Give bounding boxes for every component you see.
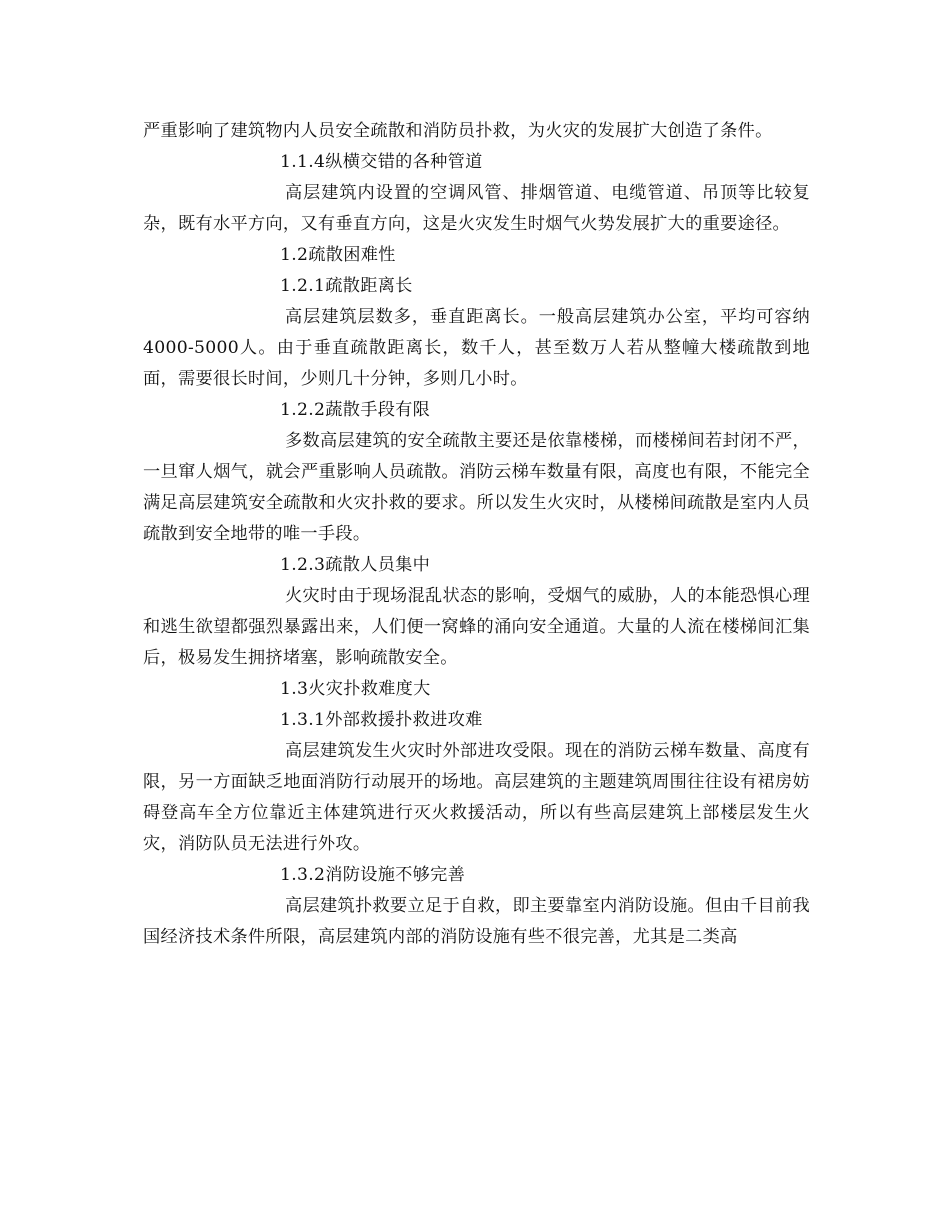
- section-heading-1-2: 1.2疏散困难性: [280, 245, 396, 265]
- paragraph-continuation: 严重影响了建筑物内人员安全疏散和消防员扑救，为火灾的发展扩大创造了条件。: [143, 121, 773, 141]
- paragraph-external-rescue: 高层建筑发生火灾时外部进攻受限。现在的消防云梯车数量、高度有限，另一方面缺乏地面消防行动展开的场地。高层建筑的主题建筑周围往往设有裙房妨碍登高车全方位靠近主体建筑进行灭火救援活动，所以有些高层建筑上部楼层发生火灾，消防队员无法进行外攻。: [143, 741, 810, 854]
- section-heading-1-1-4: 1.1.4纵横交错的各种管道: [280, 152, 483, 172]
- paragraph-crowd-concentration: 火灾时由于现场混乱状态的影响，受烟气的威胁，人的本能恐惧心理和逃生欲望都强烈暴露出来，人们便一窝蜂的涌向安全通道。大量的人流在楼梯间汇集后，极易发生拥挤堵塞，影响疏散安全。: [143, 586, 810, 668]
- section-heading-1-3-2: 1.3.2消防设施不够完善: [280, 865, 466, 885]
- section-heading-1-2-1: 1.2.1疏散距离长: [280, 276, 413, 296]
- paragraph-evacuation-distance: 高层建筑层数多，垂直距离长。一般高层建筑办公室，平均可容纳4000-5000人。由于垂直疏散距离长，数千人，甚至数万人若从整幢大楼疏散到地面，需要很长时间，少则几十分钟，多则几小时。: [143, 307, 810, 389]
- document-page: [143, 116, 810, 953]
- section-heading-1-2-3: 1.2.3疏散人员集中: [280, 555, 431, 575]
- paragraph-evacuation-means: 多数高层建筑的安全疏散主要还是依靠楼梯，而楼梯间若封闭不严，一旦窜人烟气，就会严重影响人员疏散。消防云梯车数量有限，高度也有限，不能完全满足高层建筑安全疏散和火灾扑救的要求。所以发生火灾时，从楼梯间疏散是室内人员疏散到安全地带的唯一手段。: [143, 431, 810, 544]
- section-heading-1-2-2: 1.2.2蔬散手段有限: [280, 400, 431, 420]
- section-heading-1-3: 1.3火灾扑救难度大: [280, 679, 431, 699]
- section-heading-1-3-1: 1.3.1外部救援扑救进攻难: [280, 710, 483, 730]
- paragraph-fire-facilities: 高层建筑扑救要立足于自救，即主要靠室内消防设施。但由千目前我国经济技术条件所限，高层建筑内部的消防设施有些不很完善，尤其是二类高: [143, 896, 810, 947]
- paragraph-pipes: 高层建筑内设置的空调风管、排烟管道、电缆管道、吊顶等比较复杂，既有水平方向，又有垂直方向，这是火灾发生时烟气火势发展扩大的重要途径。: [143, 183, 810, 234]
